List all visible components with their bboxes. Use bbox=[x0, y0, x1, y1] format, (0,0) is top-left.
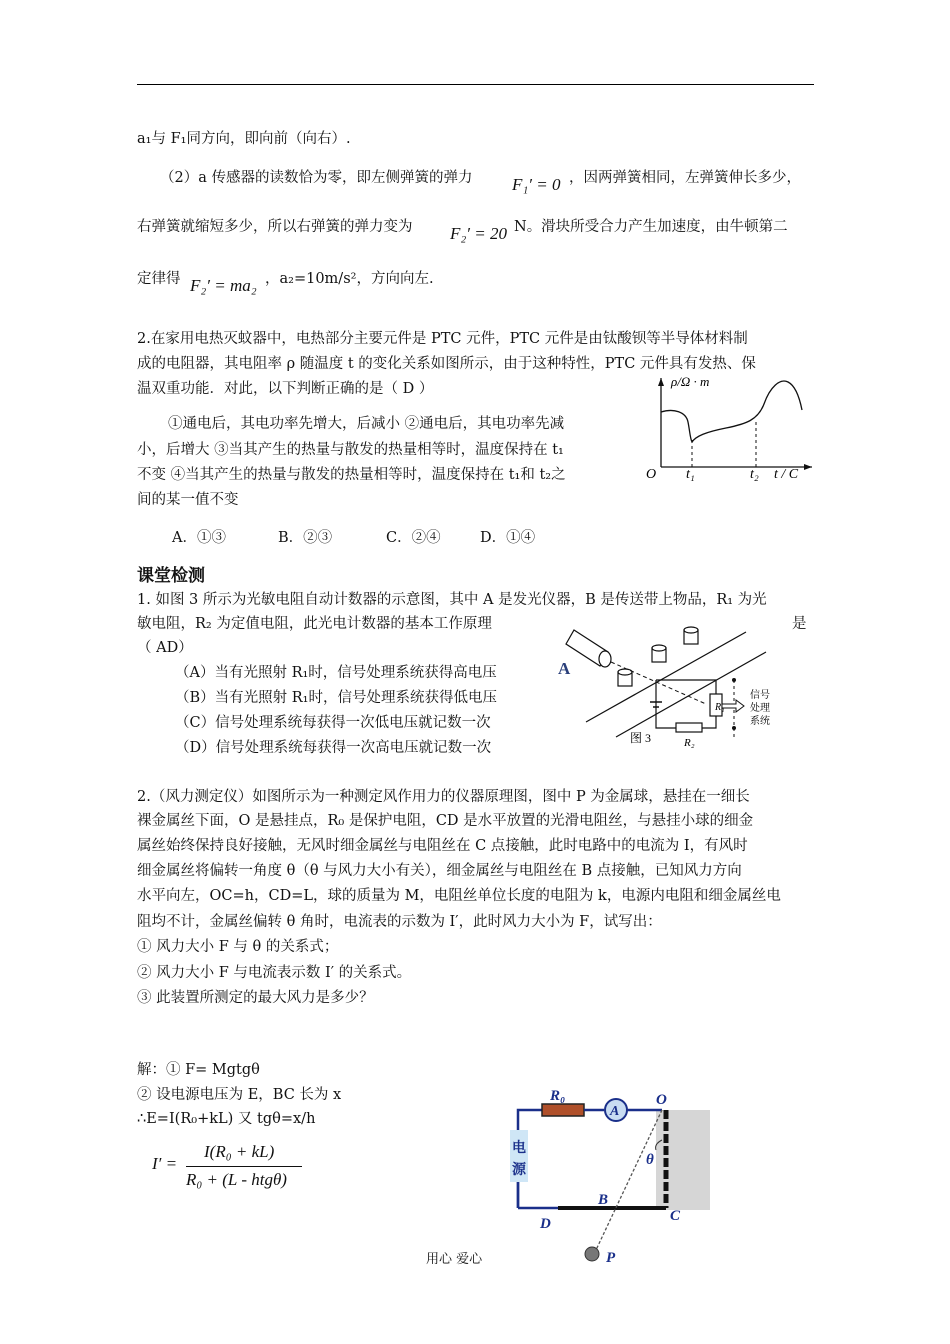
section-heading: 课堂检测 bbox=[137, 566, 205, 586]
resistor-r0 bbox=[542, 1104, 584, 1116]
s1-line2b: ，因两弹簧相同，左弹簧伸长多少， bbox=[569, 170, 801, 186]
solution-line1: 解：① F= Mgtgθ bbox=[137, 1062, 260, 1078]
graph-t2: t₂ bbox=[750, 467, 759, 482]
graph-xlabel: t / C bbox=[774, 467, 799, 482]
q3-option-c: （C）信号处理系统每获得一次低电压就记数一次 bbox=[175, 715, 491, 731]
fig-b: B bbox=[598, 1192, 609, 1208]
s1-line3a: 右弹簧就缩短多少，所以右弹簧的弹力变为 bbox=[137, 219, 413, 235]
s1-line4b: ，a₂=10m/s²，方向向左. bbox=[265, 271, 434, 287]
fig3-caption: 图 3 bbox=[630, 731, 652, 745]
fig-d: D bbox=[540, 1216, 551, 1232]
q3-line2-end: 是 bbox=[792, 616, 807, 632]
q3-option-b: （B）当有光照射 R₁时，信号处理系统获得低电压 bbox=[175, 690, 497, 706]
q2-option-a: A．①③ bbox=[172, 530, 226, 546]
q4-line9: ③ 此装置所测定的最大风力是多少？ bbox=[137, 990, 374, 1006]
q2-statement2: 小，后增大 ③当其产生的热量与散发的热量相等时，温度保持在 t₁ bbox=[137, 442, 564, 458]
solution-formula-num: I(R₀ + kL) bbox=[204, 1142, 275, 1161]
resistivity-curve bbox=[661, 381, 802, 442]
q2-line2: 成的电阻器，其电阻率 ρ 随温度 t 的变化关系如图所示，由于这种特性，PTC 元件具有发热、保 bbox=[137, 356, 756, 372]
fig3-r2: R₂ bbox=[684, 737, 695, 749]
graph-origin: O bbox=[646, 467, 657, 482]
fig-ammeter: A bbox=[610, 1104, 620, 1119]
s1-line2a: （2）a 传感器的读数恰为零，即左侧弹簧的弹力 bbox=[160, 170, 473, 186]
fig-theta: θ bbox=[646, 1152, 654, 1168]
metal-wire bbox=[596, 1110, 662, 1250]
q2-line3: 温双重功能．对此，以下判断正确的是（ D ） bbox=[137, 381, 434, 397]
solution-line3: ∴E=I(R₀+kL) 又 tgθ=x/h bbox=[137, 1111, 316, 1127]
fig3-r1: R₁ bbox=[715, 702, 725, 713]
fig3-signal-1: 信号 bbox=[750, 690, 770, 701]
fig3-signal-2: 处理 bbox=[750, 703, 770, 714]
fig-c: C bbox=[670, 1208, 681, 1224]
fig3-signal-3: 系统 bbox=[750, 716, 770, 727]
counter-figure bbox=[556, 622, 796, 750]
wind-meter-figure bbox=[500, 1078, 720, 1268]
resistor-r2 bbox=[676, 723, 702, 732]
q3-option-d: （D）信号处理系统每获得一次高电压就记数一次 bbox=[175, 740, 492, 756]
q3-line3: （ AD） bbox=[137, 640, 193, 656]
fig-source-1: 电 bbox=[512, 1141, 526, 1156]
fig3-label-a: A bbox=[558, 659, 571, 678]
q4-line5: 水平向左，OC=h，CD=L，球的质量为 M，电阻丝单位长度的电阻为 k，电源内电阻和细金属丝电 bbox=[137, 888, 781, 904]
metal-ball bbox=[585, 1247, 599, 1261]
q4-line3: 属丝始终保持良好接触，无风时细金属丝与电阻丝在 C 点接触，此时电路中的电流为 I，有风时 bbox=[137, 838, 748, 854]
q2-option-b: B．②③ bbox=[278, 530, 333, 546]
q2-line1: 2.在家用电热灭蚊器中，电热部分主要元件是 PTC 元件，PTC 元件是由钛酸钡等半导体材料制 bbox=[137, 331, 748, 347]
q2-statement1: ①通电后，其电功率先增大，后减小 ②通电后，其电功率先减 bbox=[168, 416, 565, 432]
q4-line6: 阻均不计，金属丝偏转 θ 角时，电流表的示数为 I′，此时风力大小为 F，试写出： bbox=[137, 914, 662, 930]
solution-formula-lhs: I′ = bbox=[152, 1154, 178, 1173]
q3-option-a: （A）当有光照射 R₁时，信号处理系统获得高电压 bbox=[175, 665, 497, 681]
s1-formula1: F₁′ = 0 bbox=[512, 175, 561, 194]
q2-option-d: D．①④ bbox=[480, 530, 536, 546]
page-footer: 用心 爱心 bbox=[426, 1252, 483, 1267]
fig-source-2: 源 bbox=[512, 1163, 526, 1178]
q3-line2: 敏电阻，R₂ 为定值电阻，此光电计数器的基本工作原理 bbox=[137, 616, 492, 632]
q4-line7: ① 风力大小 F 与 θ 的关系式； bbox=[137, 939, 339, 955]
ptc-graph bbox=[636, 372, 816, 484]
s1-line3b: N。滑块所受合力产生加速度，由牛顿第二 bbox=[514, 219, 788, 235]
graph-ylabel: ρ/Ω · m bbox=[671, 374, 710, 389]
q2-option-c: C．②④ bbox=[386, 530, 441, 546]
graph-t1: t₁ bbox=[686, 467, 695, 482]
q4-line2: 裸金属丝下面，O 是悬挂点，R₀ 是保护电阻，CD 是水平放置的光滑电阻丝，与悬挂小球的细金 bbox=[137, 813, 754, 829]
q3-line1: 1. 如图 3 所示为光敏电阻自动计数器的示意图，其中 A 是发光仪器，B 是传送带上物品，R₁ 为光 bbox=[137, 592, 767, 608]
q2-statement4: 间的某一值不变 bbox=[137, 492, 239, 508]
q2-statement3: 不变 ④当其产生的热量与散发的热量相等时，温度保持在 t₁和 t₂之 bbox=[137, 467, 566, 483]
solution-formula-den: R₀ + (L - htgθ) bbox=[186, 1170, 287, 1189]
s1-line4a: 定律得 bbox=[137, 271, 181, 287]
signal-arrow bbox=[722, 700, 744, 712]
q4-line1: 2.（风力测定仪）如图所示为一种测定风作用力的仪器原理图，图中 P 为金属球，悬挂在一细长 bbox=[137, 789, 750, 805]
fig-r0: R₀ bbox=[550, 1088, 566, 1104]
header-rule bbox=[137, 84, 814, 85]
s1-formula2: F₂′ = 20 bbox=[450, 224, 507, 243]
q4-line4: 细金属丝将偏转一角度 θ（θ 与风力大小有关），细金属丝与电阻丝在 B 点接触，已知风力方向 bbox=[137, 863, 742, 879]
s1-line1: a₁与 F₁同方向，即向前（向右）. bbox=[137, 131, 351, 147]
fig-p: P bbox=[606, 1250, 616, 1266]
belt-objects bbox=[618, 627, 698, 686]
s1-formula3: F₂′ = ma₂ bbox=[190, 276, 257, 295]
q4-line8: ② 风力大小 F 与电流表示数 I′ 的关系式。 bbox=[137, 965, 412, 981]
solution-line2: ② 设电源电压为 E，BC 长为 x bbox=[137, 1087, 342, 1103]
fraction-bar bbox=[186, 1166, 302, 1167]
fig-o: O bbox=[656, 1092, 667, 1108]
